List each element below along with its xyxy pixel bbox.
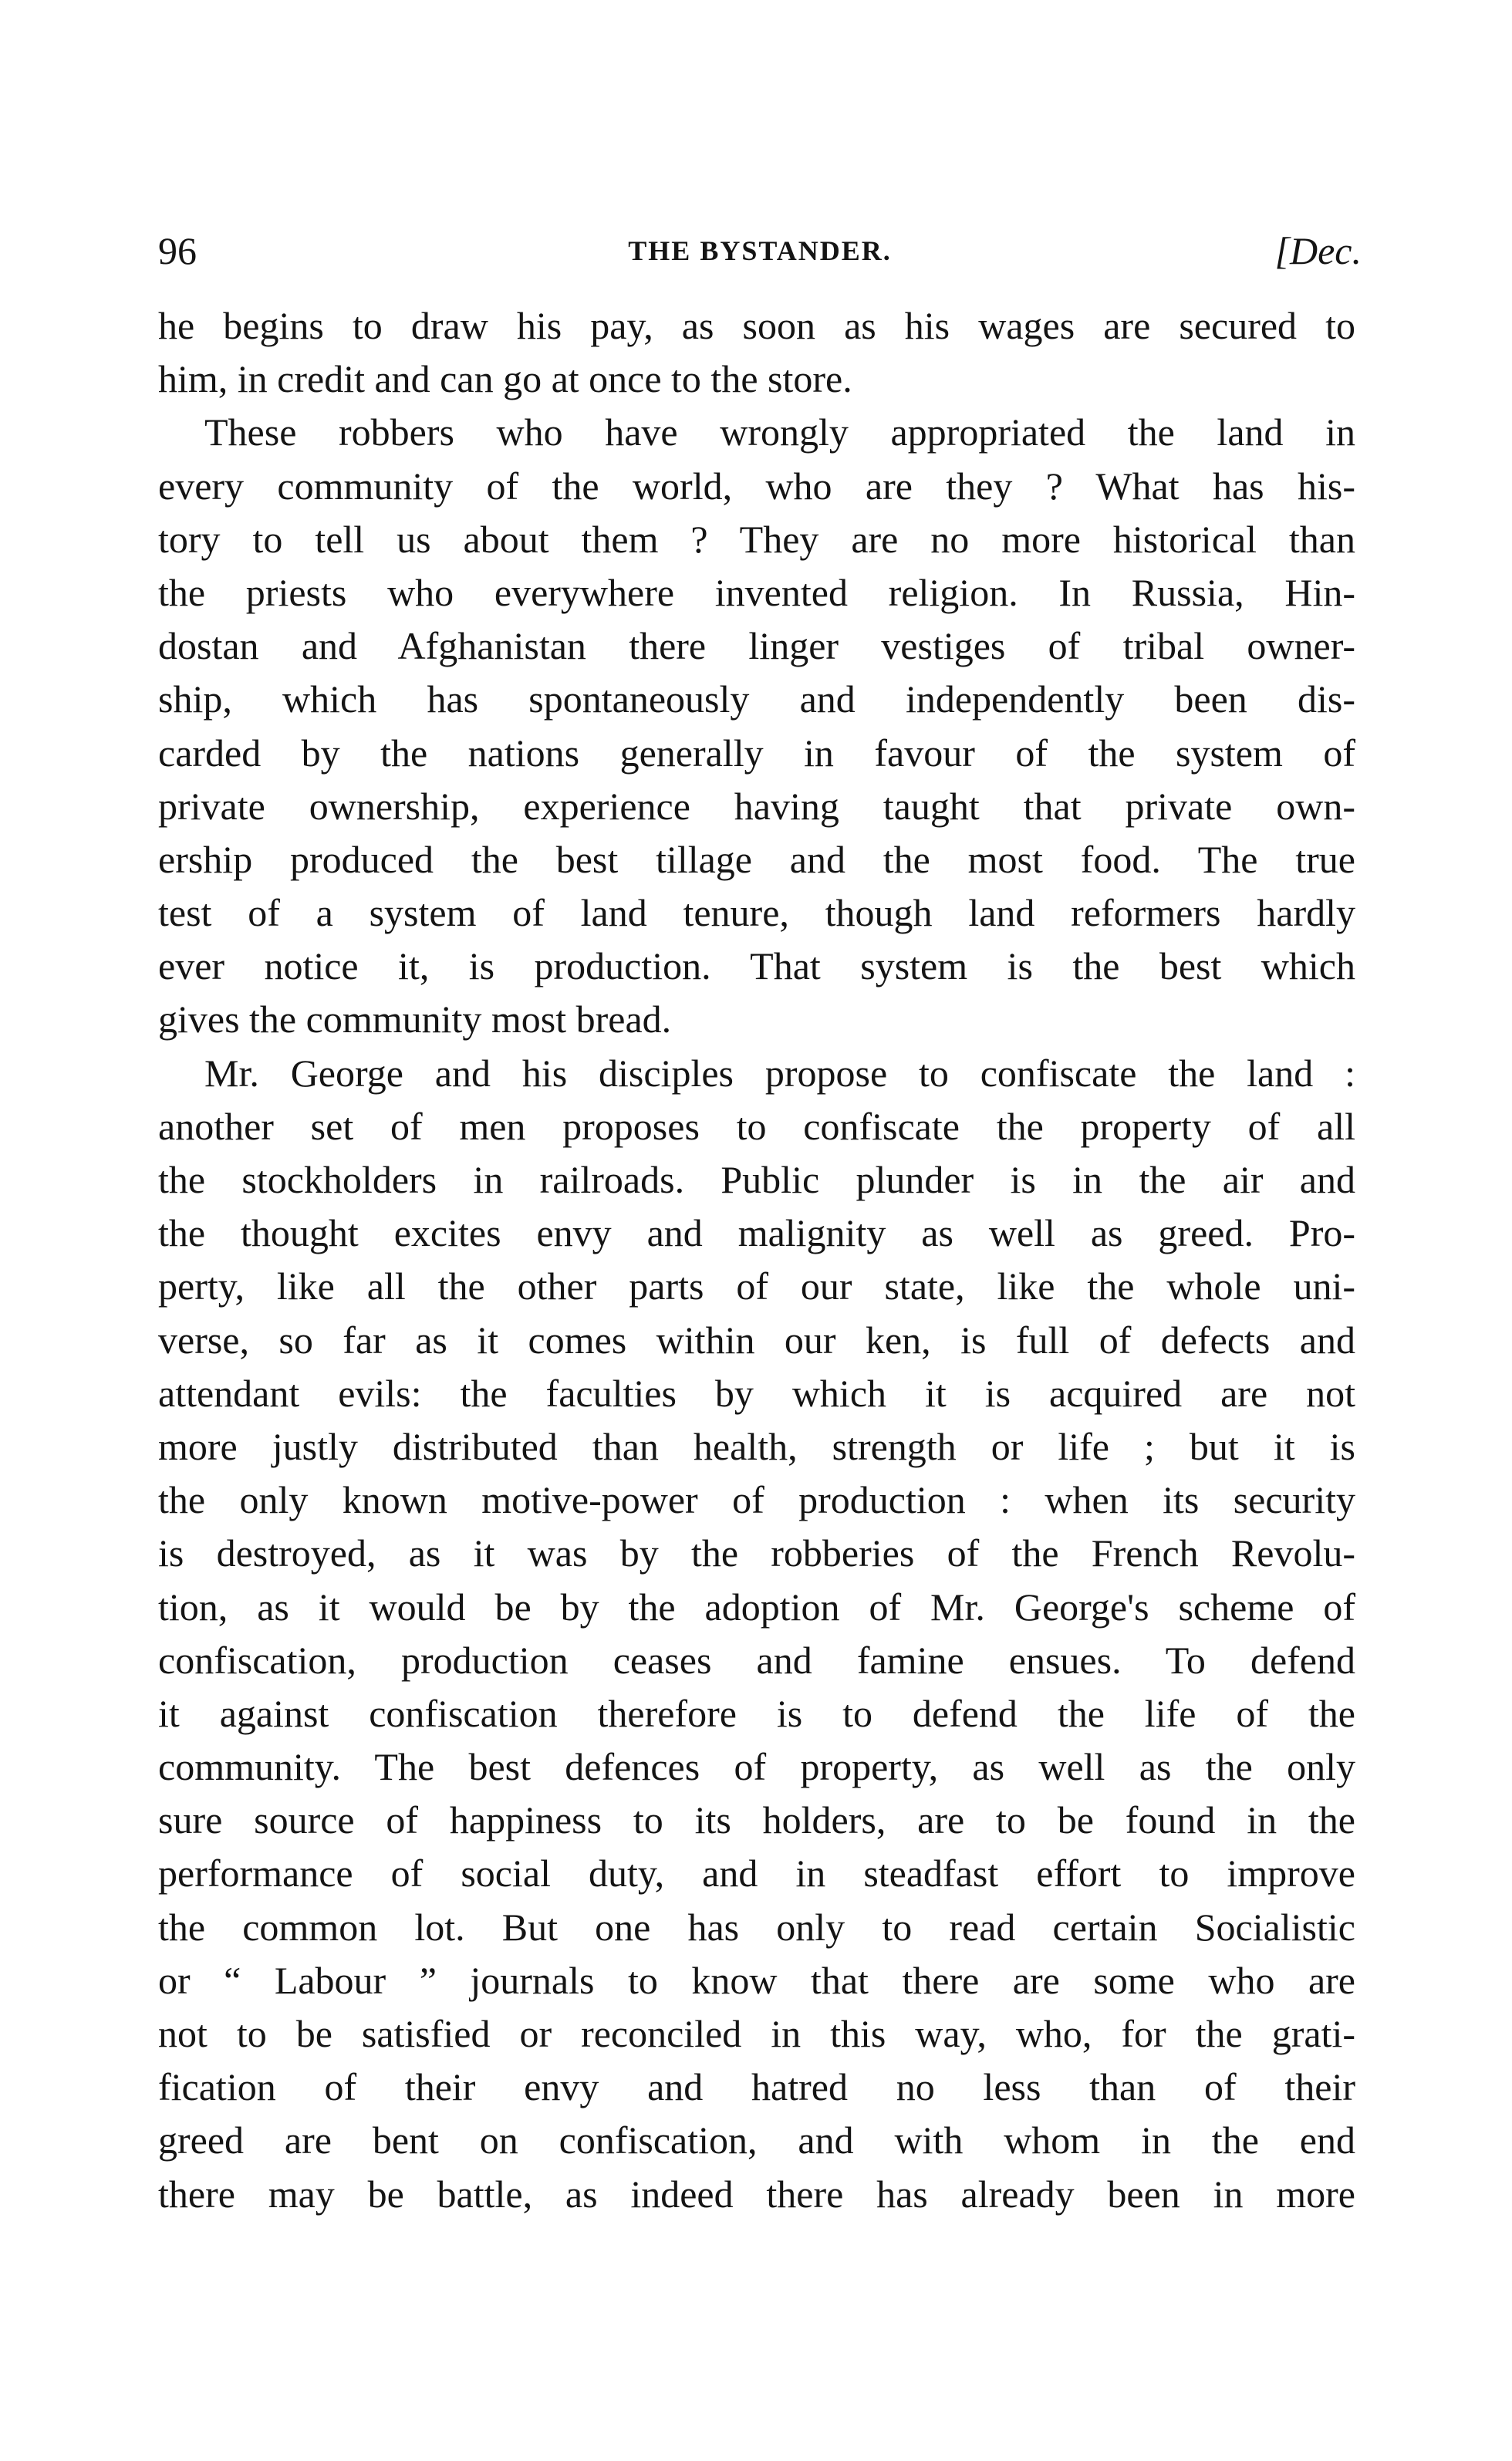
text-line: there may be battle, as indeed there has already been in more (158, 2172, 1355, 2216)
text-line: performance of social duty, and in steadfast effort to improve (158, 1852, 1355, 1896)
text-line: is destroyed, as it was by the robberies of the French Revolu- (158, 1531, 1355, 1575)
text-line: verse, so far as it comes within our ken, is full of defects and (158, 1318, 1355, 1362)
text-line: ship, which has spontaneously and independently been dis- (158, 677, 1355, 721)
running-date: [Dec. (1274, 229, 1362, 272)
running-title: THE BYSTANDER. (628, 235, 892, 266)
text-line: the common lot. But one has only to read certain Socialistic (158, 1905, 1355, 1949)
text-line: more justly distributed than health, strength or life ; but it is (158, 1424, 1355, 1468)
text-line: or “ Labour ” journals to know that there are some who are (158, 1958, 1355, 2002)
text-line: confiscation, production ceases and famine ensues. To defend (158, 1638, 1355, 1682)
text-line: community. The best defences of property, as well as the only (158, 1745, 1355, 1789)
text-line: tion, as it would be by the adoption of Mr. George's scheme of (158, 1585, 1355, 1629)
text-line: the only known motive-power of production : when its security (158, 1478, 1355, 1522)
text-line: sure source of happiness to its holders, are to be found in the (158, 1798, 1355, 1842)
text-line: another set of men proposes to confiscate the property of all (158, 1104, 1355, 1148)
text-line: perty, like all the other parts of our state, like the whole uni- (158, 1264, 1355, 1308)
text-line: private ownership, experience having taught that private own- (158, 784, 1355, 828)
text-line: attendant evils: the faculties by which it is acquired are not (158, 1371, 1355, 1415)
running-head (158, 224, 1362, 278)
text-line: he begins to draw his pay, as soon as his wages are secured to (158, 304, 1355, 347)
text-line: the thought excites envy and malignity as well as greed. Pro- (158, 1211, 1355, 1255)
text-line: carded by the nations generally in favour of the system of (158, 731, 1355, 775)
text-line: greed are bent on confiscation, and with whom in the end (158, 2118, 1355, 2162)
text-line: him, in credit and can go at once to the store. (158, 357, 852, 401)
text-line: fication of their envy and hatred no less than of their (158, 2065, 1355, 2109)
text-line: gives the community most bread. (158, 998, 672, 1041)
text-line: not to be satisfied or reconciled in this way, who, for the grati- (158, 2012, 1355, 2055)
text-line: every community of the world, who are they ? What has his- (158, 464, 1355, 508)
text-line: ever notice it, is production. That system is the best which (158, 944, 1355, 988)
text-line: ership produced the best tillage and the most food. The true (158, 837, 1355, 881)
text-line: dostan and Afghanistan there linger vestiges of tribal owner- (158, 624, 1355, 668)
text-line: test of a system of land tenure, though land reformers hardly (158, 891, 1355, 935)
text-line: Mr. George and his disciples propose to confiscate the land : (204, 1051, 1355, 1095)
text-line: the priests who everywhere invented religion. In Russia, Hin- (158, 570, 1355, 614)
text-line: it against confiscation therefore is to defend the life of the (158, 1691, 1355, 1735)
text-line: These robbers who have wrongly appropriated the land in (204, 410, 1355, 454)
text-line: tory to tell us about them ? They are no more historical than (158, 517, 1355, 561)
page-number: 96 (158, 229, 197, 272)
body-text (158, 299, 1355, 2221)
text-line: the stockholders in railroads. Public plunder is in the air and (158, 1158, 1355, 1201)
